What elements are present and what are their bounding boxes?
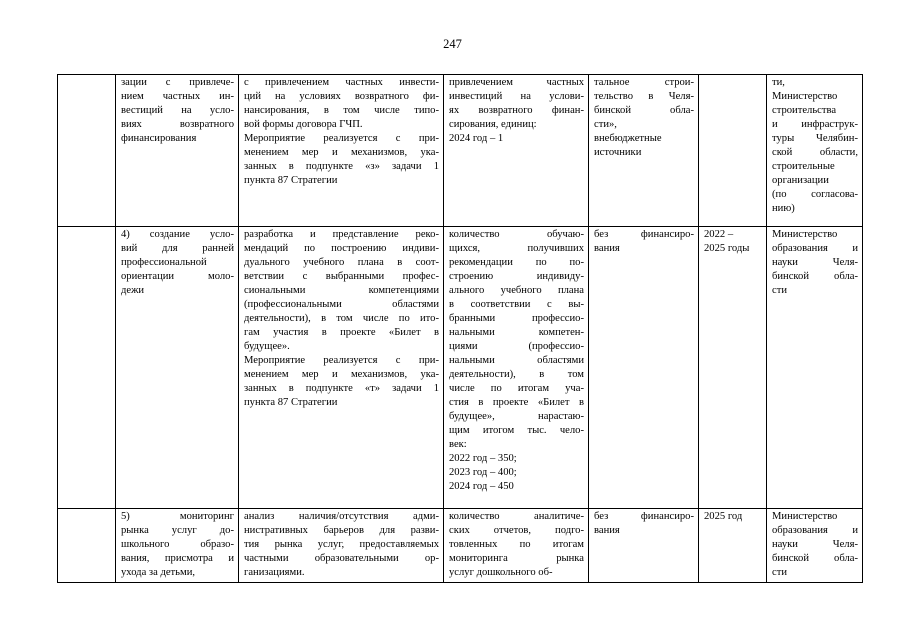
cell-funding bbox=[589, 75, 699, 227]
cell-text-line: количество обучаю- bbox=[449, 229, 584, 240]
cell-text-line: будущее», нарастаю- bbox=[449, 411, 584, 422]
cell-text-line: частными образовательными ор- bbox=[244, 553, 439, 564]
cell-text-line: сти», bbox=[594, 119, 617, 130]
cell-text-line: занных в подпункте «з» задачи 1 bbox=[244, 161, 439, 172]
cell-text-line: бинской обла- bbox=[772, 553, 858, 564]
cell-text-line: мониторинга рынка bbox=[449, 553, 584, 564]
cell-period bbox=[699, 227, 767, 509]
cell-text-line: деятельности), в том числе по ито- bbox=[244, 313, 439, 324]
cell-text-line: товленных по итогам bbox=[449, 539, 584, 550]
cell-text-line: бинской обла- bbox=[772, 271, 858, 282]
table-row bbox=[58, 227, 863, 509]
cell-text-line: Мероприятие реализуется с при- bbox=[244, 355, 439, 366]
cell-text-line: финансирования bbox=[121, 133, 197, 144]
cell-text-line: сиональными компетенциями bbox=[244, 285, 439, 296]
cell-text-line: школьного образо- bbox=[121, 539, 234, 550]
cell-text-line: вания bbox=[594, 525, 620, 536]
cell-text-line: стия в проекте «Билет в bbox=[449, 397, 584, 408]
cell-text-line: (профессиональными областями bbox=[244, 299, 439, 310]
cell-text-line: пункта 87 Стратегии bbox=[244, 175, 338, 186]
cell-text-line: нальными областями bbox=[449, 355, 584, 366]
table-row bbox=[58, 75, 863, 227]
cell-text-line: ти, bbox=[772, 77, 785, 88]
cell-text-line: век: bbox=[449, 439, 467, 450]
cell-text-line: образования и bbox=[772, 243, 858, 254]
cell-text-line: бинской обла- bbox=[594, 105, 694, 116]
cell-text-line: нальными компетен- bbox=[449, 327, 584, 338]
cell-responsible bbox=[767, 509, 863, 583]
cell-text-line: источники bbox=[594, 147, 642, 158]
cell-text-line: без финансиро- bbox=[594, 511, 694, 522]
cell-text-line: анализ наличия/отсутствия адми- bbox=[244, 511, 439, 522]
cell-text-line: тальное строи- bbox=[594, 77, 694, 88]
cell-text-line: привлечением частных bbox=[449, 77, 584, 88]
cell-text-line: 2022 год – 350; bbox=[449, 453, 517, 464]
cell-indicator bbox=[444, 227, 589, 509]
cell-text-line: ганизациями. bbox=[244, 567, 305, 578]
table-row bbox=[58, 509, 863, 583]
cell-text-line: менением мер и механизмов, ука- bbox=[244, 147, 439, 158]
cell-text-line: сти bbox=[772, 285, 788, 296]
cell-text-line: нию) bbox=[772, 203, 795, 214]
cell-text-line: сирования, единиц: bbox=[449, 119, 537, 130]
cell-text-line: деятельности), в том bbox=[449, 369, 584, 380]
measures-table bbox=[57, 74, 863, 583]
cell-text-line: в соответствии с вы- bbox=[449, 299, 584, 310]
cell-text-line: образования и bbox=[772, 525, 858, 536]
cell-text-line: вания, присмотра и bbox=[121, 553, 234, 564]
cell-activity bbox=[116, 227, 239, 509]
cell-text-line: нием частных ин- bbox=[121, 91, 234, 102]
cell-text-line: сти bbox=[772, 567, 788, 578]
cell-text-line: будущее». bbox=[244, 341, 290, 352]
cell-text-line: инвестиций на услови- bbox=[449, 91, 584, 102]
cell-responsible bbox=[767, 75, 863, 227]
cell-activity bbox=[116, 509, 239, 583]
cell-text-line: Мероприятие реализуется с при- bbox=[244, 133, 439, 144]
cell-text-line: 5) мониторинг bbox=[121, 511, 234, 522]
cell-text-line: рекомендации по по- bbox=[449, 257, 584, 268]
cell-text-line: числе по итогам уча- bbox=[449, 383, 584, 394]
cell-text-line: туры Челябин- bbox=[772, 133, 858, 144]
cell-text-line: 2023 год – 400; bbox=[449, 467, 517, 478]
cell-text-line: 2024 год – 1 bbox=[449, 133, 504, 144]
cell-text-line: пункта 87 Стратегии bbox=[244, 397, 338, 408]
cell-text-line: 4) создание усло- bbox=[121, 229, 234, 240]
cell-text-line: вий для ранней bbox=[121, 243, 234, 254]
cell-text-line: профессиональной bbox=[121, 257, 207, 268]
cell-text-line: науки Челя- bbox=[772, 539, 858, 550]
cell-text-line: бранными профессио- bbox=[449, 313, 584, 324]
cell-text-line: мендаций по построению индиви- bbox=[244, 243, 439, 254]
cell-text-line: вания bbox=[594, 243, 620, 254]
cell-text-line: занных в подпункте «т» задачи 1 bbox=[244, 383, 439, 394]
cell-text-line: строению индивиду- bbox=[449, 271, 584, 282]
cell-text-line: внебюджетные bbox=[594, 133, 662, 144]
cell-text-line: услуг дошкольного об- bbox=[449, 567, 553, 578]
cell-text-line: 2025 годы bbox=[704, 243, 750, 254]
cell-text-line: дежи bbox=[121, 285, 145, 296]
cell-text-line: науки Челя- bbox=[772, 257, 858, 268]
cell-period bbox=[699, 509, 767, 583]
cell-text-line: циями (профессио- bbox=[449, 341, 584, 352]
cell-text-line: нистративных барьеров для разви- bbox=[244, 525, 439, 536]
cell-text-line: без финансиро- bbox=[594, 229, 694, 240]
cell-text-line: ориентации моло- bbox=[121, 271, 234, 282]
cell-text-line: щихся, получивших bbox=[449, 243, 584, 254]
cell-text-line: зации с привлече- bbox=[121, 77, 234, 88]
cell-text-line: ального учебного плана bbox=[449, 285, 584, 296]
cell-funding bbox=[589, 509, 699, 583]
cell-text-line: ций на условиях возвратного фи- bbox=[244, 91, 439, 102]
cell-text-line: гам участия в проекте «Билет в bbox=[244, 327, 439, 338]
cell-period bbox=[699, 75, 767, 227]
cell-text-line: ухода за детьми, bbox=[121, 567, 196, 578]
page-number: 247 bbox=[443, 37, 462, 51]
cell-text-line: 2025 год bbox=[704, 511, 743, 522]
cell-responsible bbox=[767, 227, 863, 509]
cell-funding bbox=[589, 227, 699, 509]
cell-text-line: дуального учебного плана в соот- bbox=[244, 257, 439, 268]
cell-content bbox=[239, 227, 444, 509]
cell-text-line: Министерство bbox=[772, 511, 838, 522]
cell-text-line: (по согласова- bbox=[772, 189, 858, 200]
cell-text-line: с привлечением частных инвести- bbox=[244, 77, 439, 88]
cell-text-line: вестиций на усло- bbox=[121, 105, 234, 116]
cell-text-line: ях возвратного финан- bbox=[449, 105, 584, 116]
cell-text-line: 2024 год – 450 bbox=[449, 481, 514, 492]
cell-text-line: вой формы договора ГЧП. bbox=[244, 119, 363, 130]
cell-indicator bbox=[444, 509, 589, 583]
cell-text-line: тельство в Челя- bbox=[594, 91, 694, 102]
cell-text-line: 2022 – bbox=[704, 229, 734, 240]
cell-text-line: разработка и представление реко- bbox=[244, 229, 439, 240]
cell-text-line: ских отчетов, подго- bbox=[449, 525, 584, 536]
cell-text-line: нансирования, в том числе типо- bbox=[244, 105, 439, 116]
cell-activity bbox=[116, 75, 239, 227]
cell-text-line: менением мер и механизмов, ука- bbox=[244, 369, 439, 380]
cell-text-line: рынка услуг до- bbox=[121, 525, 234, 536]
cell-text-line: ветствии с выбранными профес- bbox=[244, 271, 439, 282]
cell-content bbox=[239, 75, 444, 227]
cell-text-line: щим итогом тыс. чело- bbox=[449, 425, 584, 436]
cell-text-line: виях возвратного bbox=[121, 119, 234, 130]
cell-indicator bbox=[444, 75, 589, 227]
cell-number bbox=[58, 75, 116, 227]
cell-text-line: ской области, bbox=[772, 147, 858, 158]
cell-text-line: строительные bbox=[772, 161, 835, 172]
cell-text-line: количество аналитиче- bbox=[449, 511, 584, 522]
cell-number bbox=[58, 227, 116, 509]
cell-content bbox=[239, 509, 444, 583]
cell-text-line: Министерство bbox=[772, 229, 838, 240]
cell-text-line: организации bbox=[772, 175, 829, 186]
cell-text-line: Министерство bbox=[772, 91, 838, 102]
cell-number bbox=[58, 509, 116, 583]
cell-text-line: и инфраструк- bbox=[772, 119, 858, 130]
cell-text-line: строительства bbox=[772, 105, 837, 116]
cell-text-line: тия рынка услуг, предоставляемых bbox=[244, 539, 439, 550]
